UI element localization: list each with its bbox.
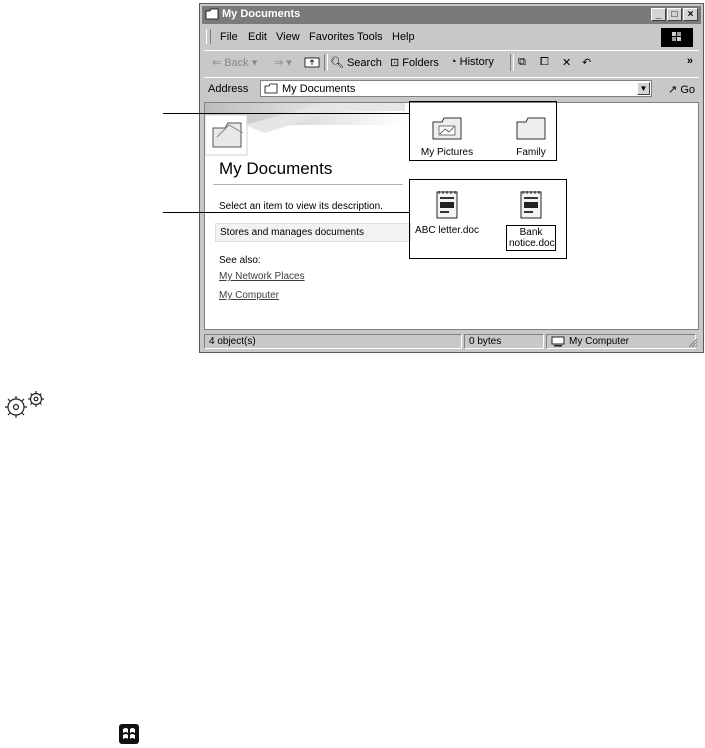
windows-key-icon [118,723,140,745]
up-folder-icon [304,56,320,68]
pane-description: Stores and manages documents [215,223,411,242]
menu-view[interactable]: View [276,31,300,43]
callout-line-documents [163,212,409,213]
up-folder-button[interactable] [304,56,320,68]
windows-logo-icon [661,28,693,47]
folders-label: Folders [402,56,439,69]
delete-icon: ✕ [562,57,572,69]
folders-button[interactable] [390,56,439,69]
folder-icon [205,8,219,20]
explorer-window [199,3,704,353]
see-also-label: See also: [219,255,261,266]
gears-icon [2,388,48,420]
forward-arrow-icon: ⇒ [274,57,284,69]
delete-button[interactable] [562,56,571,69]
history-icon: ◔ [450,56,457,68]
back-arrow-icon: ⇐ [212,57,222,69]
link-my-computer[interactable]: My Computer [219,290,280,301]
maximize-button[interactable]: □ [667,8,682,21]
menu-favorites[interactable]: Favorites [309,31,355,43]
file-label: Family [516,147,546,158]
address-bar [204,77,699,100]
menu-edit[interactable]: Edit [248,31,267,43]
status-objects: 4 object(s) [204,334,462,349]
history-button[interactable] [450,56,494,68]
status-bar [204,333,699,350]
toolbar-separator [324,54,328,71]
back-button[interactable] [212,56,257,69]
status-location-label: My Computer [569,336,630,347]
go-button[interactable] [668,83,695,96]
search-label: Search [346,56,382,69]
pane-divider [213,184,403,185]
forward-button[interactable] [274,56,292,69]
close-button[interactable]: × [683,8,698,21]
file-label: ABC letter.doc [415,225,479,236]
search-icon: 🔍︎ [330,57,344,69]
menu-bar [204,27,699,47]
back-label: Back [224,56,249,69]
folders-icon: ⊡ [390,57,400,69]
copy-to-button[interactable] [540,56,549,69]
undo-icon: ↶ [582,57,592,69]
status-size: 0 bytes [464,334,544,349]
go-arrow-icon: ↗ [668,84,678,96]
callout-box-folders [409,101,557,161]
copy-to-icon: ⧠ [540,56,549,68]
menu-tools[interactable]: Tools [357,31,383,43]
move-to-button[interactable] [518,56,526,69]
address-dropdown-button[interactable]: ▼ [637,82,650,95]
menu-grip[interactable] [206,29,211,44]
minimize-button[interactable]: _ [651,8,666,21]
toolbar-separator [510,54,514,71]
address-label: Address [208,83,249,95]
address-input[interactable] [260,80,652,97]
folder-icon [264,83,278,94]
menu-file[interactable]: File [220,31,238,43]
file-label: My Pictures [420,147,474,158]
pane-prompt: Select an item to view its description. [219,201,383,212]
forward-dropdown-icon: ▾ [286,57,292,69]
undo-button[interactable] [582,56,591,69]
file-label: Bank notice.doc [506,225,556,251]
menu-help[interactable]: Help [392,31,415,43]
pane-title: My Documents [219,159,333,178]
resize-grip-icon[interactable] [686,336,698,348]
callout-box-documents [409,179,567,259]
my-computer-icon [551,336,565,347]
history-label: History [459,56,494,68]
title-bar[interactable] [202,6,701,24]
address-value: My Documents [282,83,356,95]
status-location [546,334,696,349]
search-button[interactable] [330,56,382,69]
move-to-icon: ⧉ [518,56,526,68]
callout-line-folders [163,113,409,114]
link-my-network-places[interactable]: My Network Places [219,271,305,282]
standard-toolbar [204,50,699,75]
go-label: Go [680,84,695,96]
toolbar-more-chevron[interactable]: » [686,55,693,67]
back-dropdown-icon: ▾ [251,57,258,69]
window-title: My Documents [222,8,301,20]
